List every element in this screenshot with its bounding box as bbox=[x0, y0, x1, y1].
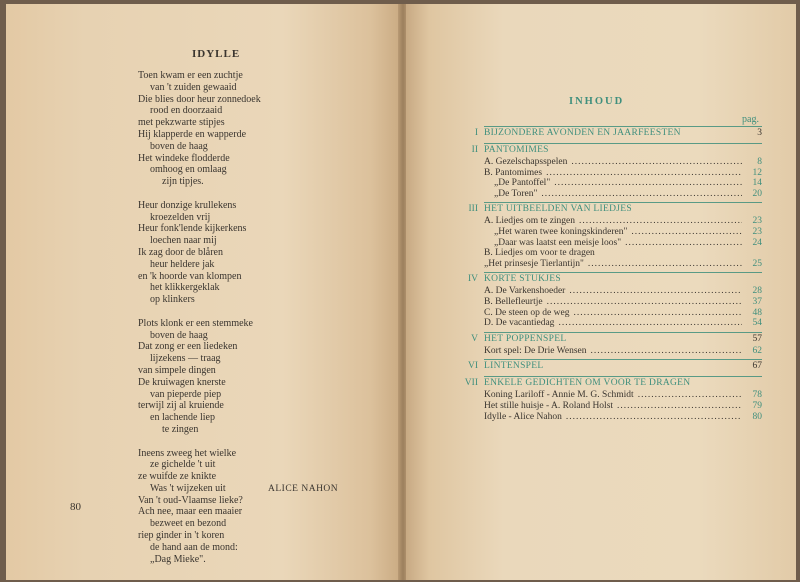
entry-title: A. Liedjes om te zingen bbox=[484, 216, 576, 227]
entry-page-number: 25 bbox=[752, 258, 762, 269]
entry-title: D. De vacantiedag bbox=[484, 318, 555, 329]
poem-line: terwijl zij al kruiende bbox=[138, 400, 224, 412]
section-divider bbox=[484, 359, 762, 360]
poem-line: riep ginder in 't koren bbox=[138, 530, 225, 542]
toc-section-heading bbox=[446, 274, 762, 286]
poem-line: lijzekens — traag bbox=[150, 353, 221, 365]
toc-entry bbox=[446, 238, 762, 249]
poem-line: loechen naar mij bbox=[150, 235, 217, 247]
dot-leader bbox=[590, 346, 742, 356]
section-title: PANTOMIMES bbox=[484, 145, 549, 155]
poem-line: boven de haag bbox=[150, 329, 208, 341]
book-spread bbox=[6, 4, 796, 580]
toc-section-heading bbox=[446, 361, 762, 373]
poem-line: rood en doorzaaid bbox=[150, 105, 223, 117]
entry-page-number: 24 bbox=[752, 237, 762, 248]
poem-line: Was 't wijzeken uit bbox=[150, 482, 226, 494]
toc-section bbox=[446, 204, 762, 269]
toc-entry bbox=[446, 390, 762, 401]
toc-section-heading bbox=[446, 378, 762, 390]
toc-section bbox=[446, 334, 762, 357]
entry-page-number: 14 bbox=[752, 178, 762, 189]
toc-entry bbox=[446, 248, 762, 259]
section-divider bbox=[484, 376, 762, 377]
section-page-number: 3 bbox=[757, 128, 762, 138]
poem-line: met pekzwarte stipjes bbox=[138, 117, 225, 129]
poem-line: boven de haag bbox=[150, 140, 208, 152]
entry-page-number: 23 bbox=[752, 226, 762, 237]
entry-page-number: 8 bbox=[757, 157, 762, 167]
toc-page-label: pag. bbox=[742, 114, 759, 125]
section-page-number: 67 bbox=[752, 361, 762, 372]
poem-line: Het windeke flodderde bbox=[138, 152, 230, 164]
poem-line: De kruiwagen knerste bbox=[138, 376, 226, 388]
section-numeral: II bbox=[471, 145, 478, 155]
dot-leader bbox=[588, 259, 742, 269]
poem-line: van simpele dingen bbox=[138, 364, 216, 376]
poem-text bbox=[138, 70, 378, 565]
section-title: KORTE STUKJES bbox=[484, 274, 561, 285]
poem-line: kroezelden vrij bbox=[150, 211, 211, 223]
entry-page-number: 28 bbox=[752, 286, 762, 297]
entry-page-number: 62 bbox=[752, 345, 762, 356]
section-numeral: I bbox=[474, 128, 478, 138]
dot-leader bbox=[547, 297, 742, 307]
entry-page-number: 37 bbox=[752, 296, 762, 307]
section-title: BIJZONDERE AVONDEN EN JAARFEESTEN bbox=[484, 128, 681, 138]
entry-page-number: 20 bbox=[752, 188, 762, 199]
poem-line: „Dag Mieke". bbox=[150, 553, 206, 565]
dot-leader bbox=[638, 390, 742, 400]
toc-entry bbox=[446, 178, 762, 189]
section-title: ENKELE GEDICHTEN OM VOOR TE DRAGEN bbox=[484, 378, 691, 389]
poem-line: zijn tipjes. bbox=[162, 176, 204, 188]
poem-line: het klikkergeklak bbox=[150, 282, 220, 294]
poem-line: Hij klapperde en wapperde bbox=[138, 128, 247, 140]
entry-title: „Daar was laatst een meisje loos" bbox=[494, 237, 622, 248]
dot-leader bbox=[617, 401, 742, 411]
entry-title: Kort spel: De Drie Wensen bbox=[484, 345, 587, 356]
entry-title: „De Pantoffel" bbox=[494, 178, 551, 189]
entry-title: A. Gezelschapsspelen bbox=[484, 157, 568, 167]
poem-title: IDYLLE bbox=[192, 48, 241, 60]
poem-line: van pieperde piep bbox=[150, 388, 222, 400]
toc-section bbox=[446, 378, 762, 422]
entry-title: B. Bellefleurtje bbox=[484, 296, 543, 307]
toc-entry bbox=[446, 346, 762, 357]
entry-title: B. Pantomimes bbox=[484, 167, 543, 178]
page-number: 80 bbox=[70, 501, 81, 513]
section-numeral: V bbox=[471, 333, 478, 344]
stanza-break bbox=[138, 436, 378, 448]
poem-line: en 'k hoorde van klompen bbox=[138, 270, 242, 282]
entry-page-number: 54 bbox=[752, 318, 762, 329]
entry-title: „Het prinsesje Tierlantijn" bbox=[484, 258, 584, 269]
toc-section-heading bbox=[446, 145, 762, 157]
poem-line: op klinkers bbox=[150, 294, 195, 306]
entry-page-number: 78 bbox=[752, 390, 762, 401]
dot-leader bbox=[558, 318, 742, 328]
stanza-break bbox=[138, 188, 378, 200]
toc-entry bbox=[446, 259, 762, 270]
toc-section bbox=[446, 274, 762, 328]
toc-entry bbox=[446, 286, 762, 297]
section-title: HET POPPENSPEL bbox=[484, 333, 567, 344]
toc-section-heading bbox=[446, 204, 762, 216]
poem-line: de hand aan de mond: bbox=[150, 541, 238, 553]
toc-section-heading bbox=[446, 128, 762, 140]
entry-title: A. De Varkenshoeder bbox=[484, 286, 566, 297]
poem-line: omhoog en omlaag bbox=[150, 164, 227, 176]
section-page-number: 57 bbox=[752, 333, 762, 344]
poem-line: ze gichelde 't uit bbox=[150, 459, 216, 471]
dot-leader bbox=[569, 286, 742, 296]
section-divider bbox=[484, 202, 762, 203]
toc-entry bbox=[446, 157, 762, 168]
poem-line: Dat zong er een liedeken bbox=[138, 341, 238, 353]
toc-entry bbox=[446, 401, 762, 412]
entry-title: C. De steen op de weg bbox=[484, 307, 570, 318]
toc-title: INHOUD bbox=[569, 96, 625, 107]
dot-leader bbox=[566, 412, 742, 422]
entry-page-number: 79 bbox=[752, 400, 762, 411]
poem-line: Ach nee, maar een maaier bbox=[138, 506, 243, 518]
toc-entry bbox=[446, 227, 762, 238]
section-divider bbox=[484, 143, 762, 144]
toc-entry bbox=[446, 168, 762, 179]
left-page bbox=[6, 4, 402, 580]
toc-entry bbox=[446, 318, 762, 329]
toc-entry bbox=[446, 189, 762, 200]
stanza-break bbox=[138, 306, 378, 318]
toc-entry bbox=[446, 297, 762, 308]
dot-leader bbox=[571, 157, 742, 167]
entry-page-number: 80 bbox=[752, 411, 762, 422]
dot-leader bbox=[546, 168, 742, 178]
section-divider bbox=[484, 272, 762, 273]
dot-leader bbox=[541, 189, 742, 199]
section-divider bbox=[484, 332, 762, 333]
section-numeral: VI bbox=[467, 361, 478, 372]
dot-leader bbox=[579, 216, 742, 226]
toc-section-heading bbox=[446, 334, 762, 346]
poem-line: Toen kwam er een zuchtje bbox=[138, 70, 243, 81]
poem-line: Heur donzige krullekens bbox=[138, 199, 237, 211]
entry-page-number: 23 bbox=[752, 216, 762, 227]
poem-line: Ik zag door de blåren bbox=[138, 246, 223, 258]
dot-leader bbox=[573, 308, 742, 318]
table-of-contents bbox=[446, 128, 762, 422]
dot-leader bbox=[631, 227, 742, 237]
dot-leader bbox=[554, 178, 742, 188]
dot-leader bbox=[625, 238, 742, 248]
section-title: LINTENSPEL bbox=[484, 361, 544, 372]
section-numeral: III bbox=[468, 204, 478, 215]
toc-entry bbox=[446, 308, 762, 319]
toc-section bbox=[446, 361, 762, 373]
right-page bbox=[406, 4, 796, 580]
section-title: HET UITBEELDEN VAN LIEDJES bbox=[484, 204, 632, 215]
poem-line: heur heldere jak bbox=[150, 258, 215, 270]
poem-line: Heur fonk'lende kijkerkens bbox=[138, 223, 247, 235]
entry-title: „De Toren" bbox=[494, 188, 538, 199]
poem-line: te zingen bbox=[162, 423, 199, 435]
poem-line: en lachende liep bbox=[150, 412, 215, 424]
entry-title: Koning Lariloff - Annie M. G. Schmidt bbox=[484, 390, 634, 401]
poem-line: van 't zuiden gewaaid bbox=[150, 81, 237, 93]
entry-title: Idylle - Alice Nahon bbox=[484, 411, 562, 422]
poem-line: bezweet en bezond bbox=[150, 518, 227, 530]
poem-author: ALICE NAHON bbox=[268, 484, 339, 494]
section-numeral: VII bbox=[464, 378, 478, 389]
section-divider bbox=[484, 126, 762, 127]
entry-title: Het stille huisje - A. Roland Holst bbox=[484, 400, 614, 411]
toc-entry bbox=[446, 216, 762, 227]
entry-page-number: 48 bbox=[752, 307, 762, 318]
entry-title: B. Liedjes om voor te dragen bbox=[484, 248, 595, 259]
poem-line: Ineens zweeg het wielke bbox=[138, 447, 237, 459]
poem-line: Van 't oud-Vlaamse lieke? bbox=[138, 494, 243, 506]
section-numeral: IV bbox=[467, 274, 478, 285]
toc-entry bbox=[446, 412, 762, 423]
entry-title: „Het waren twee koningskinderen" bbox=[494, 226, 628, 237]
toc-section bbox=[446, 145, 762, 199]
entry-page-number: 12 bbox=[752, 167, 762, 178]
poem-line: ze wuifde ze knikte bbox=[138, 471, 217, 483]
poem-line: Die blies door heur zonnedoek bbox=[138, 93, 261, 105]
toc-section bbox=[446, 128, 762, 140]
poem-line: Plots klonk er een stemmeke bbox=[138, 317, 253, 329]
